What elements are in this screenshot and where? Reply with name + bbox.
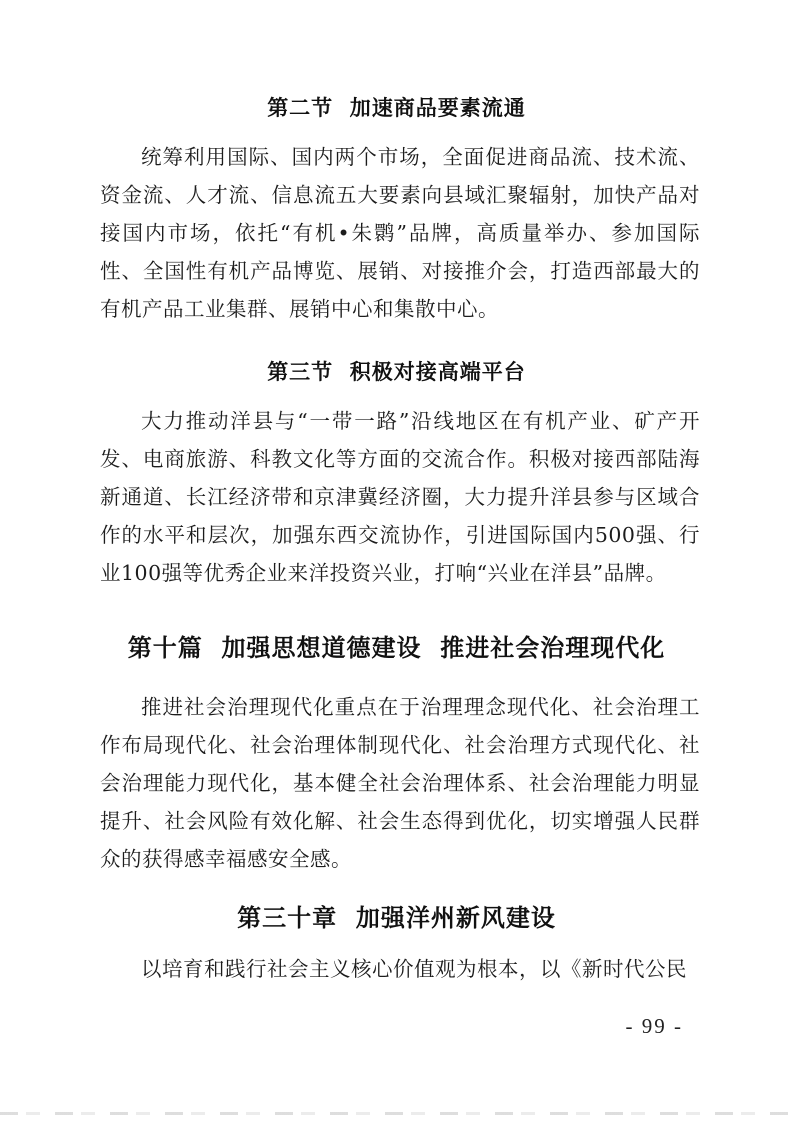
section-paragraph: 统筹利用国际、国内两个市场，全面促进商品流、技术流、资金流、人才流、信息流五大要素向县域汇聚辐射，加快产品对接国内市场，依托“有机•朱鹮”品牌，高质量举办、参加国际性、全国性有机产品博览、展销、对接推介会，打造西部最大的有机产品工业集群、展销中心和集散中心。 xyxy=(100,145,700,321)
chapter-paragraph: 以培育和践行社会主义核心价值观为根本，以《新时代公民 xyxy=(141,957,687,981)
page-number: - 99 - xyxy=(625,1014,683,1038)
part-heading: 第十篇 加强思想道德建设 推进社会治理现代化 xyxy=(127,634,666,662)
section-heading: 第二节 加速商品要素流通 xyxy=(267,96,526,120)
scan-edge-artifact xyxy=(0,1112,793,1115)
part-paragraph: 推进社会治理现代化重点在于治理理念现代化、社会治理工作布局现代化、社会治理体制现代化、社会治理方式现代化、社会治理能力现代化，基本健全社会治理体系、社会治理能力明显提升、社会风险有效化解、社会生态得到优化，切实增强人民群众的获得感幸福感安全感。 xyxy=(100,695,700,871)
chapter-heading: 第三十章 加强洋州新风建设 xyxy=(237,904,556,932)
section-heading: 第三节 积极对接高端平台 xyxy=(267,360,526,384)
section-paragraph: 大力推动洋县与“一带一路”沿线地区在有机产业、矿产开发、电商旅游、科教文化等方面的交流合作。积极对接西部陆海新通道、长江经济带和京津冀经济圈，大力提升洋县参与区域合作的水平和层次，加强东西交流协作，引进国际国内500强、行业100强等优秀企业来洋投资兴业，打响“兴业在洋县”品牌。 xyxy=(100,409,700,585)
